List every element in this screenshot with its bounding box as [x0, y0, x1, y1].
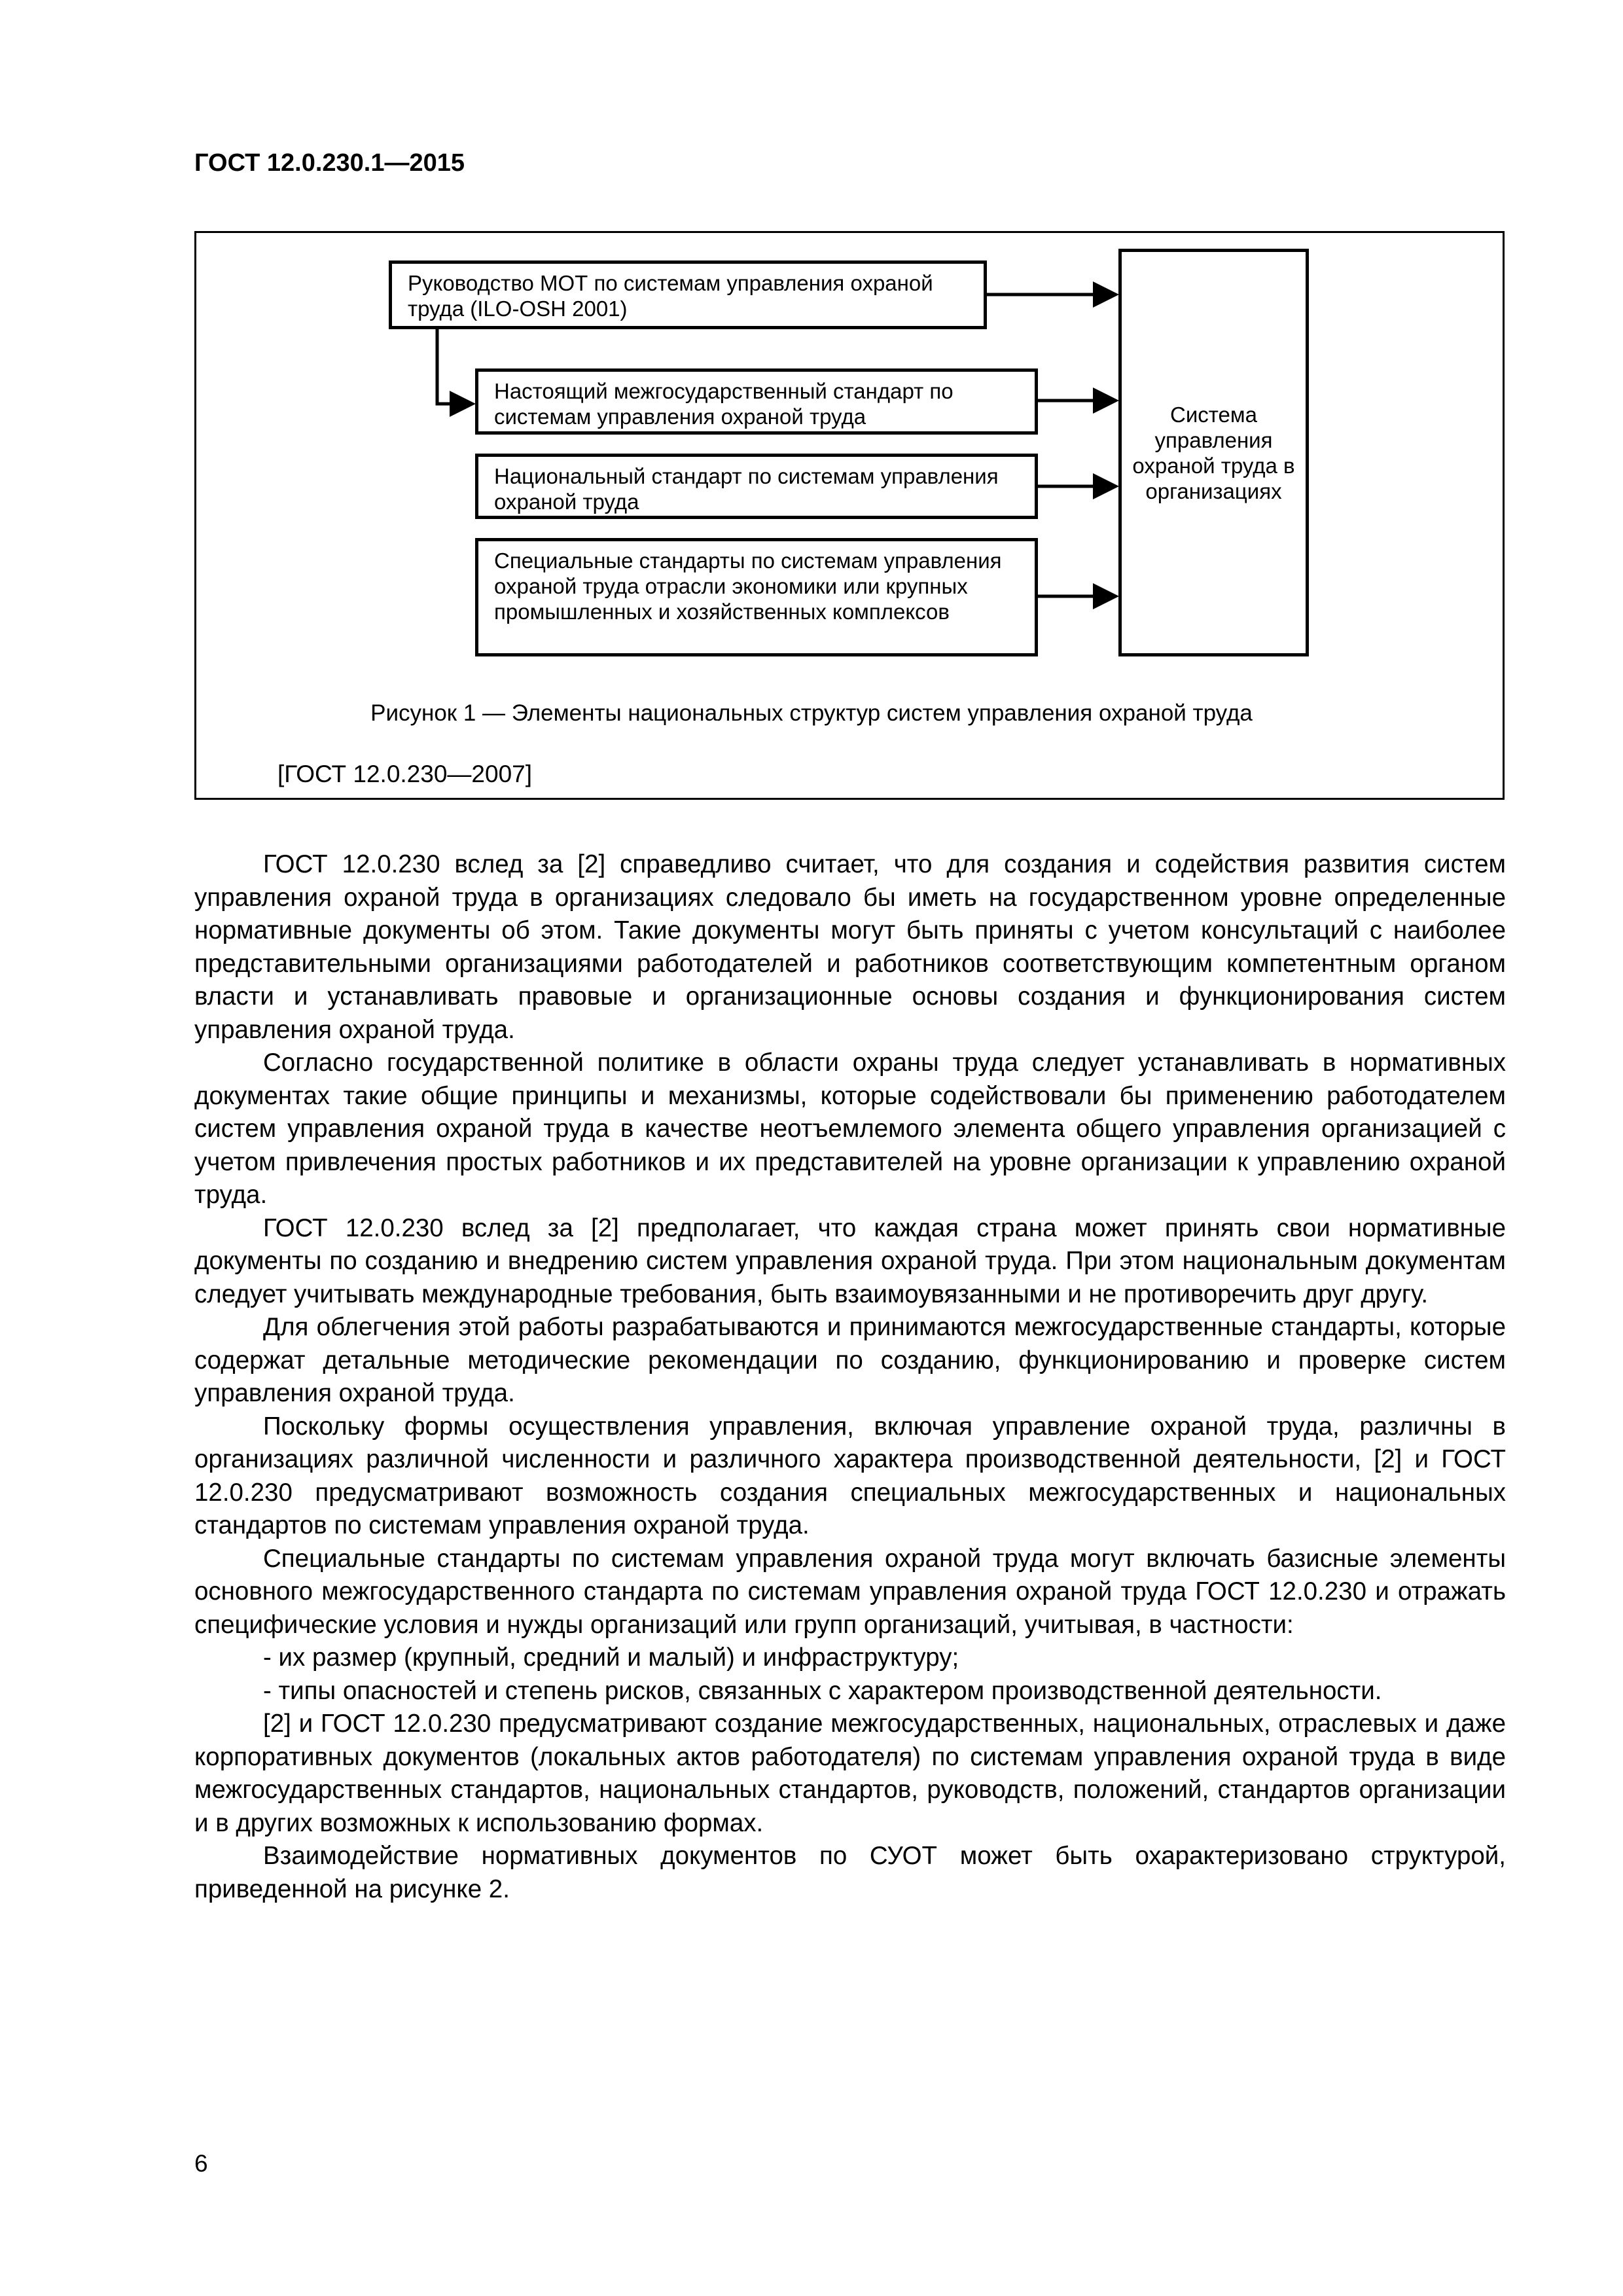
box-interstate-standard: Настоящий межгосударственный стандарт по системам управления охраной труда: [475, 368, 1038, 435]
paragraph: Поскольку формы осуществления управления, включая управление охраной труда, различны в организациях различной численности и различного характера производственной деятельности, [2] и ГОСТ 12.0.230 предусматривают возможность создания специальных межгосударственных и национальных стандартов по системам управления охраной труда.: [194, 1412, 1506, 1539]
box-special-standards: Специальные стандарты по системам управления охраной труда отрасли экономики или крупных промышленных и хозяйственных комплексов: [475, 538, 1038, 656]
paragraph: Согласно государственной политике в области охраны труда следует устанавливать в нормативных документах такие общие принципы и механизмы, которые содействовали бы применению работодателем систем управления охраной труда в качестве неотъемлемого элемента общего управления организацией с учетом привлечения простых работников и их представителей на уровне организации к управлению охраной труда.: [194, 1049, 1506, 1209]
paragraph: Взаимодействие нормативных документов по СУОТ может быть охарактеризовано структурой, приведенной на рисунке 2.: [194, 1842, 1506, 1903]
page-number: 6: [194, 2150, 208, 2177]
box-national-standard: Национальный стандарт по системам управления охраной труда: [475, 454, 1038, 519]
paragraph: Для облегчения этой работы разрабатываются и принимаются межгосударственные стандарты, которые содержат детальные методические рекомендации по созданию, функционированию и проверке систем управления охраной труда.: [194, 1313, 1506, 1407]
list-item: - типы опасностей и степень рисков, связанных с характером производственной деятельности.: [263, 1676, 1382, 1705]
body-text: [194, 848, 1506, 1906]
paragraph: ГОСТ 12.0.230 вслед за [2] справедливо считает, что для создания и содействия развития систем управления охраной труда в организациях следовало бы иметь на государственном уровне определенные нормативные документы об этом. Такие документы могут быть приняты с учетом консультаций с наиболее представительными организациями работодателей и работников соответствующим компетентным органом власти и устанавливать правовые и организационные основы создания и функционирования систем управления охраной труда.: [194, 850, 1506, 1044]
list-item: - их размер (крупный, средний и малый) и инфраструктуру;: [263, 1643, 959, 1672]
figure-caption: Рисунок 1 — Элементы национальных структур систем управления охраной труда: [370, 700, 1253, 726]
box-ilo-guide: Руководство МОТ по системам управления охраной труда (ILO-OSH 2001): [389, 260, 987, 329]
paragraph: Специальные стандарты по системам управления охраной труда могут включать базисные элементы основного межгосударственного стандарта по системам управления охраной труда ГОСТ 12.0.230 и отражать специфические условия и нужды организаций или групп организаций, учитывая, в частности:: [194, 1544, 1506, 1639]
arrow-ilo-to-interstate: [437, 329, 473, 404]
document-header: ГОСТ 12.0.230.1—2015: [194, 149, 465, 177]
figure-arrows: [0, 0, 1623, 720]
paragraph: [2] и ГОСТ 12.0.230 предусматривают создание межгосударственных, национальных, отраслевых и даже корпоративных документов (локальных актов работодателя) по системам управления охраной труда в виде межгосударственных стандартов, национальных стандартов, руководств, положений, стандартов организации и в других возможных к использованию формах.: [194, 1710, 1506, 1837]
figure-source: [ГОСТ 12.0.230—2007]: [277, 761, 533, 787]
paragraph: ГОСТ 12.0.230 вслед за [2] предполагает, что каждая страна может принять свои нормативные документы по созданию и внедрению систем управления охраной труда. При этом национальным документам следует учитывать международные требования, быть взаимоувязанными и не противоречить друг другу.: [194, 1213, 1506, 1308]
target-label: Система управления охраной труда в организациях: [1132, 402, 1295, 503]
